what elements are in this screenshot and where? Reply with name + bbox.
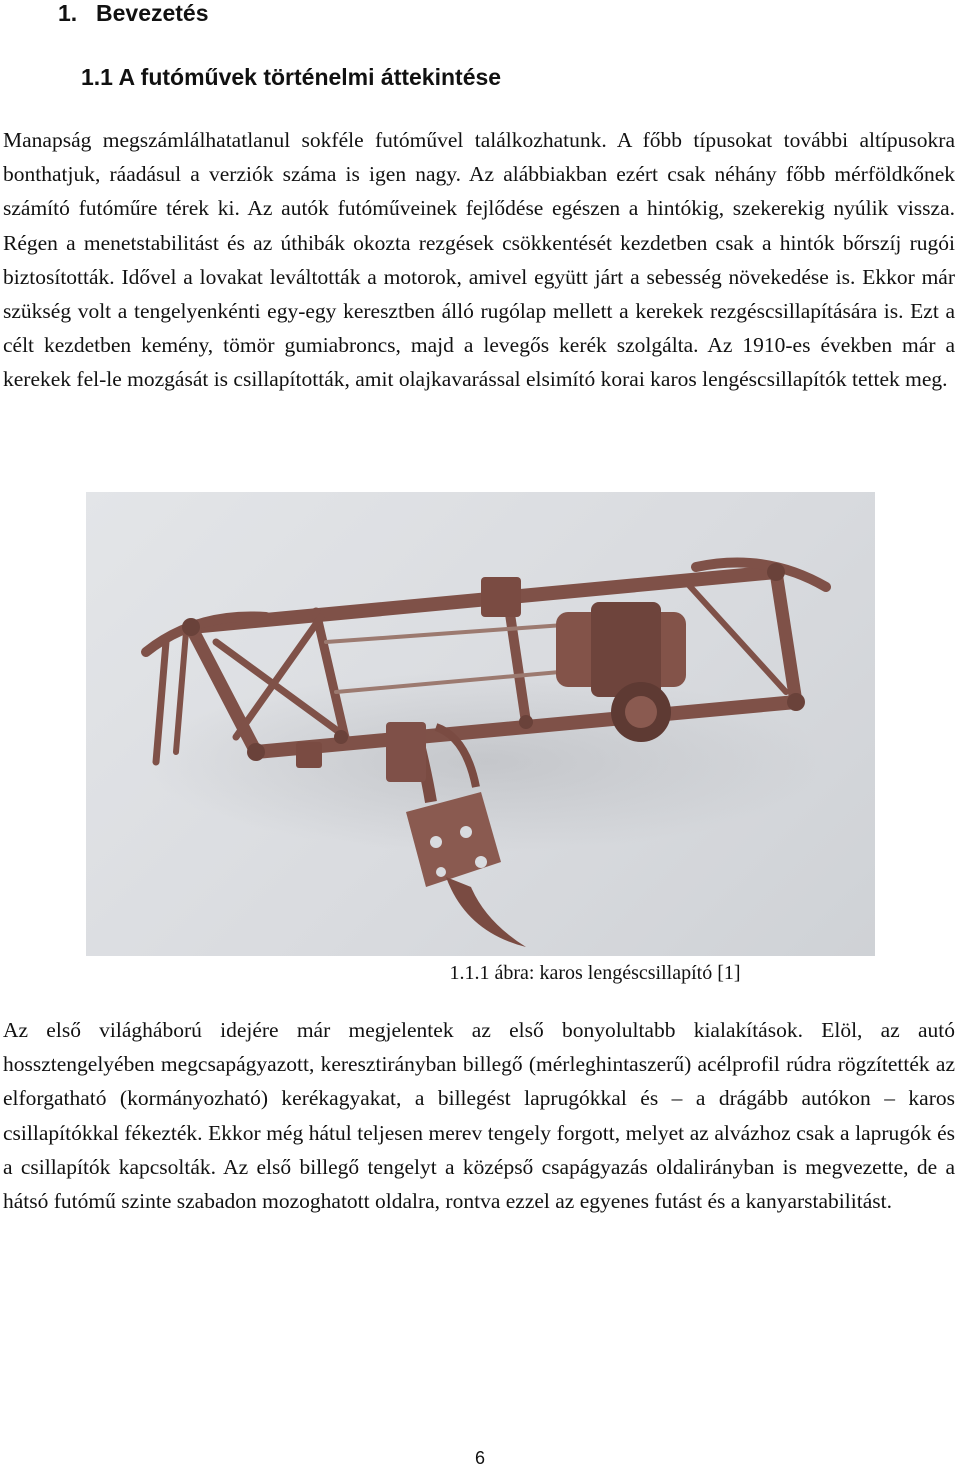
- history-paragraph: Az első világháború idejére már megjelentek az első bonyolultabb kialakítások. Elöl, az autó hossztengelyében megcsapágyazott, keresztirányban billegő (mérleghintaszerű) acélprofil rúdra rögzítették az elforgatható (kormányozható) kerékagyakat, a billegést laprugókkal és – a drágább autókon – karos csillapítókkal fékezték. Ekkor még hátul teljesen merev tengely forgott, melyet az alvázhoz csak a laprugók és a csillapítók kapcsolták. Az első billegő tengelyt a középső csapágyazás oldalirányban is megvezette, de a hátsó futómű szinte szabadon mozoghatott oldalra, rontva ezzel az egyenes futást és a kanyarstabilitást.: [3, 1018, 955, 1214]
- figure-caption: 1.1.1 ábra: karos lengéscsillapító [1]: [449, 962, 741, 984]
- chapter-title: Bevezetés: [96, 0, 209, 26]
- page-number: 6: [474, 1448, 485, 1468]
- lever-shock-absorber-photo: [86, 492, 875, 956]
- section-heading: 1.1 A futóművek történelmi áttekintése: [81, 64, 502, 90]
- intro-paragraph: Manapság megszámlálhatatlanul sokféle futóművel találkozhatunk. A főbb típusokat további altípusokra bonthatjuk, ráadásul a verziók száma is igen nagy. Az alábbiakban ezért csak néhány főbb mérföldkőnek számító futóműre térek ki. Az autók futóműveinek fejlődése egészen a hintókig, szekerekig nyúlik vissza. Régen a menetstabilitást és az úthibák okozta rezgések csökkentését kezdetben csak a hintók bőrszíj rugói biztosították. Idővel a lovakat leváltották a motorok, amivel együtt járt a sebesség növekedése is. Ekkor már szükség volt a tengelyenkénti egy-egy keresztben álló rugólap mellett a kerekek rezgéscsillapítására is. Ezt a célt kezdetben kemény, tömör gumiabroncs, majd a levegős kerék szolgálta. Az 1910-es években már a kerekek fel-le mozgását is csillapították, amit olajkavarással elsimító korai karos lengéscsillapítók tettek meg.: [3, 128, 955, 392]
- figure-image: [86, 492, 875, 956]
- chapter-number: 1.: [58, 0, 78, 26]
